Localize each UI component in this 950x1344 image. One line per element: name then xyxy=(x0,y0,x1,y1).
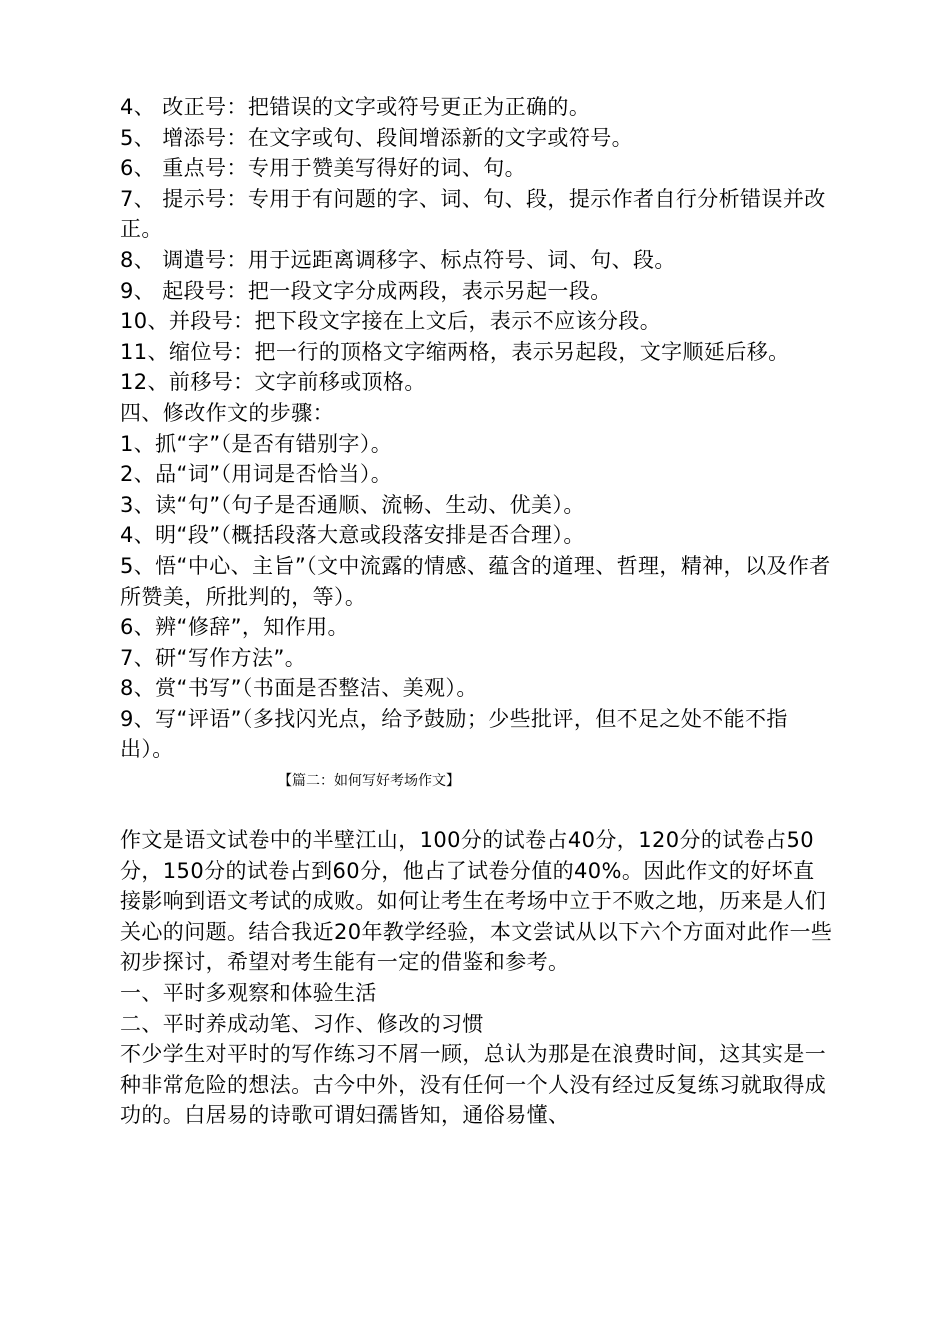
step-item: 1、抓“字”（是否有错别字）。 xyxy=(120,431,393,456)
mark-item: 7、 提示号：专用于有问题的字、词、句、段，提示作者自行分析错误并改正。 xyxy=(120,186,826,242)
step-item: 4、明“段”（概括段落大意或段落安排是否合理）。 xyxy=(120,523,585,548)
step-item: 3、读“句”（句子是否通顺、流畅、生动、优美）。 xyxy=(120,492,585,517)
step-item: 2、品“词”（用词是否恰当）。 xyxy=(120,462,393,487)
step-item: 9、写“评语”（多找闪光点，给予鼓励；少些批评，但不足之处不能不指出）。 xyxy=(120,706,788,762)
steps-heading: 四、修改作文的步骤： xyxy=(120,400,334,425)
body-paragraph: 不少学生对平时的写作练习不屑一顾，总认为那是在浪费时间，这其实是一种非常危险的想法。古今中外，没有任何一个人没有经过反复练习就取得成功的。白居易的诗歌可谓妇孺皆知，通俗易懂、 xyxy=(120,1042,827,1128)
mark-item: 11、缩位号：把一行的顶格文字缩两格，表示另起段，文字顺延后移。 xyxy=(120,339,790,364)
intro-paragraph: 作文是语文试卷中的半壁江山，100分的试卷占40分，120分的试卷占50分，150分的试卷占到60分，他占了试卷分值的40%。因此作文的好坏直接影响到语文考试的成败。如何让考生在考场中立于不败之地，历来是人们关心的问题。结合我近20年教学经验，本文尝试从以下六个方面对此作一些初步探讨，希望对考生能有一定的借鉴和参考。 xyxy=(120,828,833,975)
step-item: 5、悟“中心、主旨”（文中流露的情感、蕴含的道理、哲理，精神，以及作者所赞美，所批判的，等）。 xyxy=(120,553,831,609)
point-heading: 一、平时多观察和体验生活 xyxy=(120,981,377,1006)
mark-item: 5、 增添号：在文字或句、段间增添新的文字或符号。 xyxy=(120,125,634,150)
mark-item: 9、 起段号：把一段文字分成两段，表示另起一段。 xyxy=(120,278,612,303)
point-heading: 二、平时养成动笔、习作、修改的习惯 xyxy=(120,1011,484,1036)
mark-item: 4、 改正号：把错误的文字或符号更正为正确的。 xyxy=(120,95,591,119)
mark-item: 12、前移号：文字前移或顶格。 xyxy=(120,370,426,395)
mark-item: 8、 调遣号：用于远距离调移字、标点符号、词、句、段。 xyxy=(120,247,676,272)
mark-item: 10、并段号：把下段文字接在上文后，表示不应该分段。 xyxy=(120,309,662,334)
mark-item: 6、 重点号：专用于赞美写得好的词、句。 xyxy=(120,156,527,181)
step-item: 8、赏“书写”（书面是否整洁、美观）。 xyxy=(120,676,478,701)
step-item: 7、研“写作方法”。 xyxy=(120,645,307,670)
document-page xyxy=(115,92,835,1131)
section-title: 【篇二：如何写好考场作文】 xyxy=(278,773,460,790)
step-item: 6、辨“修辞”，知作用。 xyxy=(120,615,349,640)
